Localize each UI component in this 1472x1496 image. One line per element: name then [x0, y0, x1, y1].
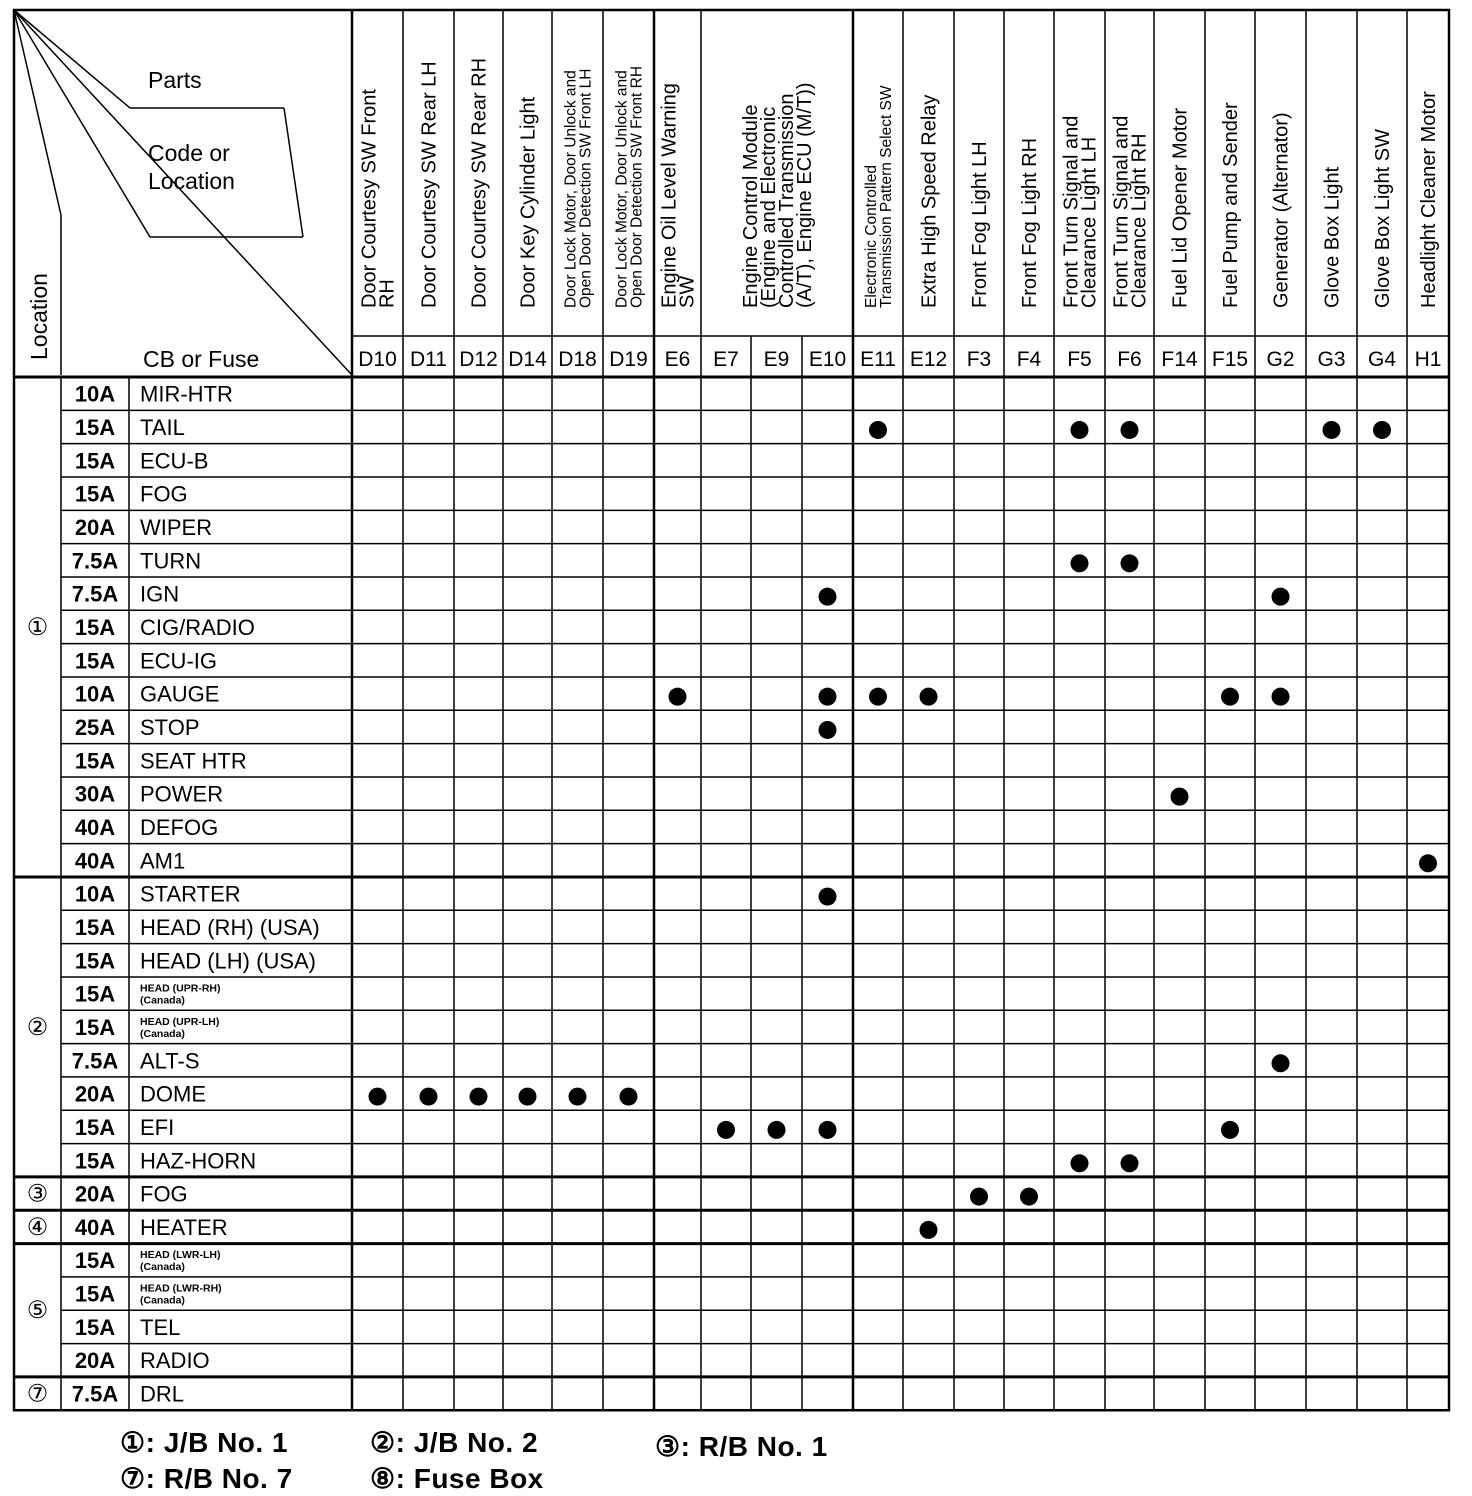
amp-rating: 20A	[74, 1081, 116, 1107]
amp-rating: 15A	[74, 414, 116, 440]
column-code: D14	[508, 348, 547, 371]
location-marker: ②	[26, 1013, 49, 1041]
connection-dot	[420, 1088, 438, 1106]
column-code: F6	[1117, 348, 1142, 371]
connection-dot	[970, 1188, 988, 1206]
fuse-name: GAUGE	[140, 681, 220, 707]
cb-or-fuse-label: CB or Fuse	[143, 346, 260, 372]
connection-dot	[1323, 421, 1341, 439]
connection-dot	[1171, 788, 1189, 806]
amp-rating: 15A	[74, 948, 116, 974]
amp-rating: 40A	[74, 848, 116, 874]
fuse-name: HEAD (LWR-LH)	[140, 1249, 221, 1262]
column-code: D12	[459, 348, 498, 371]
connection-dot	[1272, 1054, 1290, 1072]
fuse-name: HEAD (LWR-RH)	[140, 1282, 222, 1295]
amp-rating: 20A	[74, 1348, 116, 1374]
column-code: G3	[1317, 348, 1346, 371]
column-header-name: Door Courtesy SW Rear LH	[418, 61, 441, 308]
connection-dot	[869, 688, 887, 706]
amp-rating: 15A	[74, 914, 116, 940]
legend-item-8: ⑧: Fuse Box	[370, 1463, 544, 1494]
fuse-name-sub: (Canada)	[140, 994, 185, 1007]
fuse-name: RADIO	[140, 1348, 210, 1374]
column-code: F5	[1067, 348, 1092, 371]
amp-rating: 15A	[74, 1148, 116, 1174]
column-header-name: Engine Oil Level Warning	[658, 83, 681, 308]
connection-dot	[1071, 421, 1089, 439]
fuse-name: IGN	[140, 581, 180, 607]
location-marker: ⑦	[26, 1380, 49, 1408]
fuse-name: HEAD (RH) (USA)	[140, 914, 320, 940]
column-header-name: Open Door Detection SW Front LH	[577, 68, 595, 308]
location-marker: ④	[26, 1213, 49, 1241]
code-or-location-label: Code or	[148, 140, 230, 166]
connection-dot	[1419, 854, 1437, 872]
fuse-name: TEL	[140, 1314, 181, 1340]
fuse-name: HEAD (LH) (USA)	[140, 948, 317, 974]
header-diagonal	[284, 108, 303, 237]
fuse-name: TURN	[140, 548, 202, 574]
column-code: E9	[763, 348, 790, 371]
connection-dot	[620, 1088, 638, 1106]
column-header-name: Extra High Speed Relay	[918, 94, 941, 308]
legend-key: ⑧	[370, 1463, 396, 1494]
amp-rating: 15A	[74, 1248, 116, 1274]
column-code: H1	[1414, 348, 1442, 371]
fuse-name: DOME	[140, 1081, 206, 1107]
location-marker: ③	[26, 1180, 49, 1208]
fuse-name: FOG	[140, 1181, 188, 1207]
amp-rating: 7.5A	[71, 581, 119, 607]
column-header-name: SW	[676, 275, 699, 308]
legend-item-7: ⑦: R/B No. 7	[120, 1463, 293, 1494]
column-header-name: Door Lock Motor, Door Unlock and	[562, 70, 580, 308]
fuse-name: MIR-HTR	[140, 381, 233, 407]
amp-rating: 7.5A	[71, 548, 119, 574]
column-header-name: (Engine and Electronic	[758, 106, 781, 308]
fuse-name-sub: (Canada)	[140, 1027, 185, 1040]
fuse-name-sub: (Canada)	[140, 1294, 185, 1307]
fuse-name: WIPER	[140, 514, 213, 540]
column-code: G4	[1367, 348, 1397, 371]
fuse-name: ECU-B	[140, 448, 209, 474]
connection-dot	[519, 1088, 537, 1106]
connection-dot	[819, 888, 837, 906]
connection-dot	[819, 721, 837, 739]
header-diagonal	[14, 10, 130, 108]
column-header-name: Clearance Light RH	[1128, 133, 1151, 308]
fuse-name-sub: (Canada)	[140, 1261, 185, 1274]
column-code: D11	[410, 348, 447, 371]
amp-rating: 15A	[74, 614, 116, 640]
column-header-name: Generator (Alternator)	[1270, 112, 1293, 308]
amp-rating: 10A	[74, 381, 116, 407]
column-header-name: Front Fog Light LH	[969, 141, 992, 308]
legend-item-1: ①: J/B No. 1	[120, 1427, 289, 1458]
column-header-name: Door Courtesy SW Front	[358, 89, 381, 308]
fuse-name: STARTER	[140, 881, 241, 907]
connection-dot	[470, 1088, 488, 1106]
connection-dot	[569, 1088, 587, 1106]
column-code: E10	[808, 348, 847, 371]
amp-rating: 20A	[74, 514, 116, 540]
amp-rating: 15A	[74, 1281, 116, 1307]
connection-dot	[819, 588, 837, 606]
column-header-name: RH	[376, 279, 399, 308]
connection-dot	[819, 1121, 837, 1139]
fuse-name: STOP	[140, 714, 200, 740]
fuse-name: HEATER	[140, 1214, 228, 1240]
fuse-name: CIG/RADIO	[140, 614, 255, 640]
column-code: F4	[1016, 348, 1042, 371]
connection-dot	[669, 688, 687, 706]
legend-label: J/B No. 2	[413, 1427, 539, 1458]
legend-key: ①	[120, 1427, 146, 1458]
location-marker: ①	[26, 613, 49, 641]
column-code: F3	[966, 348, 992, 371]
column-header-name: Controlled Transmission	[776, 93, 799, 308]
column-header-name: Open Door Detection SW Front RH	[628, 65, 646, 308]
column-header-name: Door Lock Motor, Door Unlock and	[613, 70, 631, 308]
amp-rating: 40A	[74, 814, 116, 840]
column-header-name: Front Turn Signal and	[1110, 115, 1133, 308]
column-code: F15	[1211, 348, 1249, 371]
connection-dot	[1121, 554, 1139, 572]
amp-rating: 15A	[74, 1314, 116, 1340]
parts-label: Parts	[148, 67, 202, 93]
connection-dot	[1221, 1121, 1239, 1139]
column-header-name: Front Fog Light RH	[1019, 137, 1042, 308]
header-diagonal	[14, 10, 150, 237]
connection-dot	[1071, 554, 1089, 572]
connection-dot	[1121, 1154, 1139, 1172]
column-header-name: Engine Control Module	[740, 104, 763, 308]
legend-label: Fuse Box	[413, 1463, 544, 1494]
fuse-name: DRL	[140, 1381, 185, 1407]
amp-rating: 15A	[74, 481, 116, 507]
column-header-name: Clearance Light LH	[1078, 136, 1101, 308]
column-header-name: Door Key Cylinder Light	[517, 96, 540, 308]
fuse-name: ALT-S	[140, 1048, 200, 1074]
column-header-name: Door Courtesy SW Rear RH	[468, 57, 491, 308]
amp-rating: 25A	[74, 714, 116, 740]
fuse-name: HEAD (UPR-RH)	[140, 982, 221, 995]
amp-rating: 7.5A	[71, 1048, 119, 1074]
amp-rating: 15A	[74, 648, 116, 674]
code-or-location-label: Location	[148, 168, 235, 194]
amp-rating: 15A	[74, 1014, 116, 1040]
amp-rating: 40A	[74, 1214, 116, 1240]
connection-dot	[869, 421, 887, 439]
column-code: D19	[609, 348, 648, 371]
amp-rating: 15A	[74, 448, 116, 474]
fuse-name: POWER	[140, 781, 224, 807]
fuse-name: TAIL	[140, 414, 185, 440]
amp-rating: 15A	[74, 748, 116, 774]
column-header-name: (A/T), Engine ECU (M/T))	[794, 82, 817, 308]
column-header-name: Front Turn Signal and	[1060, 115, 1083, 308]
column-code: E11	[860, 348, 896, 371]
column-header-name: Electronic Controlled	[863, 164, 881, 308]
amp-rating: 15A	[74, 1114, 116, 1140]
connection-dot	[920, 1221, 938, 1239]
column-code: D10	[358, 348, 397, 371]
column-header-name: Glove Box Light SW	[1372, 129, 1395, 308]
amp-rating: 20A	[74, 1181, 116, 1207]
amp-rating: 30A	[74, 781, 116, 807]
column-header-name: Headlight Cleaner Motor	[1418, 91, 1441, 308]
fuse-name: DEFOG	[140, 814, 219, 840]
fuse-name: ECU-IG	[140, 648, 217, 674]
column-header-name: Fuel Pump and Sender	[1220, 102, 1243, 308]
fuse-name: SEAT HTR	[140, 748, 247, 774]
header-diagonal	[14, 10, 61, 215]
legend-label: R/B No. 7	[163, 1463, 293, 1494]
column-header-name: Glove Box Light	[1321, 166, 1344, 308]
column-code: G2	[1266, 348, 1295, 371]
legend-key: ⑦	[120, 1463, 146, 1494]
connection-dot	[1373, 421, 1391, 439]
fuse-name: EFI	[140, 1114, 175, 1140]
connection-dot	[1272, 688, 1290, 706]
connection-dot	[920, 688, 938, 706]
column-code: E6	[664, 348, 691, 371]
column-header-name: Fuel Lid Opener Motor	[1169, 107, 1192, 308]
fuse-name: FOG	[140, 481, 188, 507]
location-marker: ⑤	[26, 1297, 49, 1325]
column-code: D18	[558, 348, 597, 371]
amp-rating: 10A	[74, 881, 116, 907]
fuse-name: HEAD (UPR-LH)	[140, 1015, 220, 1028]
column-code: F14	[1161, 348, 1198, 371]
connection-dot	[1071, 1154, 1089, 1172]
column-code: E7	[713, 348, 739, 371]
amp-rating: 7.5A	[71, 1381, 119, 1407]
legend-item-3: ③: R/B No. 1	[655, 1431, 828, 1462]
connection-dot	[1221, 688, 1239, 706]
column-header-name: Transmission Pattern Select SW	[878, 85, 896, 308]
connection-dot	[1020, 1188, 1038, 1206]
location-label: Location	[26, 273, 52, 360]
amp-rating: 15A	[74, 981, 116, 1007]
connection-dot	[768, 1121, 786, 1139]
connection-dot	[717, 1121, 735, 1139]
legend-item-2: ②: J/B No. 2	[370, 1427, 539, 1458]
legend-label: J/B No. 1	[163, 1427, 289, 1458]
connection-dot	[1121, 421, 1139, 439]
connection-dot	[1272, 588, 1290, 606]
fuse-name: HAZ-HORN	[140, 1148, 257, 1174]
amp-rating: 10A	[74, 681, 116, 707]
fuse-name: AM1	[140, 848, 186, 874]
legend-key: ③	[655, 1431, 681, 1462]
legend-label: R/B No. 1	[698, 1431, 828, 1462]
column-code: E12	[909, 348, 948, 371]
connection-dot	[369, 1088, 387, 1106]
connection-dot	[819, 688, 837, 706]
legend-key: ②	[370, 1427, 396, 1458]
